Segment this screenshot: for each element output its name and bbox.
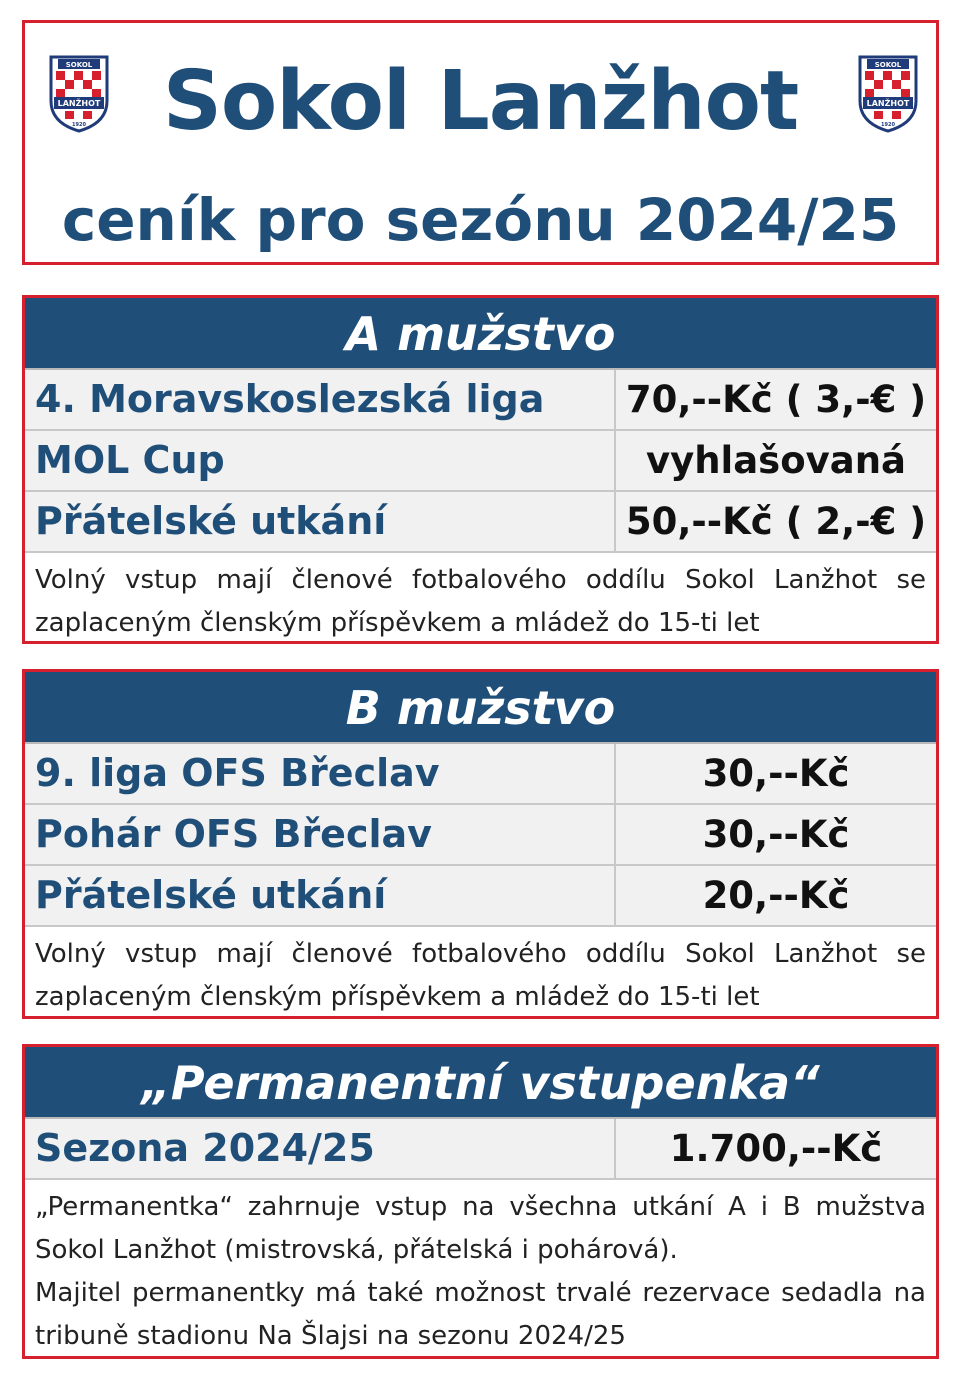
season-ticket-price: 1.700,--Kč [669, 1127, 883, 1170]
section-a-note [25, 553, 936, 645]
price-value: 50,--Kč ( 2,-€ ) [625, 500, 927, 543]
section-a-title: A mužstvo [25, 298, 936, 370]
season-ticket-seat-reservation: Majitel permanentky má také možnost trvalé rezervace sedadla na tribuně stadionu Na Šlajsi na sezonu 2024/25 [35, 1278, 926, 1351]
section-b-note [25, 927, 936, 1019]
price-value: vyhlašovaná [645, 439, 907, 482]
header-panel [22, 20, 939, 265]
competition-label: 4. Moravskoslezská liga [25, 370, 616, 429]
club-name-title: Sokol Lanžhot [162, 54, 799, 149]
price-row [25, 431, 936, 492]
crest-right-year: 1920 [881, 122, 895, 128]
season-ticket-title: „Permanentní vstupenka“ [25, 1047, 936, 1119]
season-ticket-section [22, 1044, 939, 1359]
season-label: Sezona 2024/25 [25, 1119, 616, 1178]
competition-label: Přátelské utkání [25, 492, 616, 551]
crest-left-top-text: SOKOL [65, 61, 93, 69]
season-ticket-note [25, 1180, 936, 1358]
section-a-team [22, 295, 939, 644]
free-entry-note: Volný vstup mají členové fotbalového oddílu Sokol Lanžhot se zaplaceným členským příspěvkem a mládež do 15-ti let [35, 565, 926, 638]
competition-label: 9. liga OFS Břeclav [25, 744, 616, 803]
competition-label: Pohár OFS Břeclav [25, 805, 616, 864]
price-row [25, 744, 936, 805]
club-crest-right [857, 53, 919, 133]
price-row [25, 492, 936, 553]
price-row [25, 1119, 936, 1180]
crest-right-main-text: LANŽHOT [866, 99, 910, 108]
free-entry-note: Volný vstup mají členové fotbalového oddílu Sokol Lanžhot se zaplaceným členským příspěvkem a mládež do 15-ti let [35, 939, 926, 1012]
crest-right-top-text: SOKOL [874, 61, 902, 69]
section-b-title: B mužstvo [25, 672, 936, 744]
price-row [25, 866, 936, 927]
section-b-team [22, 669, 939, 1019]
crest-left-main-text: LANŽHOT [57, 99, 101, 108]
crest-left-year: 1920 [72, 122, 86, 128]
price-value: 30,--Kč [702, 752, 850, 795]
price-row [25, 370, 936, 431]
price-row [25, 805, 936, 866]
price-list-subtitle: ceník pro sezónu 2024/25 [61, 186, 900, 254]
competition-label: MOL Cup [25, 431, 616, 490]
season-ticket-includes: „Permanentka“ zahrnuje vstup na všechna utkání A i B mužstva Sokol Lanžhot (mistrovská, přátelská i pohárová). [35, 1192, 926, 1265]
price-value: 20,--Kč [702, 874, 850, 917]
price-value: 70,--Kč ( 3,-€ ) [625, 378, 927, 421]
price-value: 30,--Kč [702, 813, 850, 856]
competition-label: Přátelské utkání [25, 866, 616, 925]
